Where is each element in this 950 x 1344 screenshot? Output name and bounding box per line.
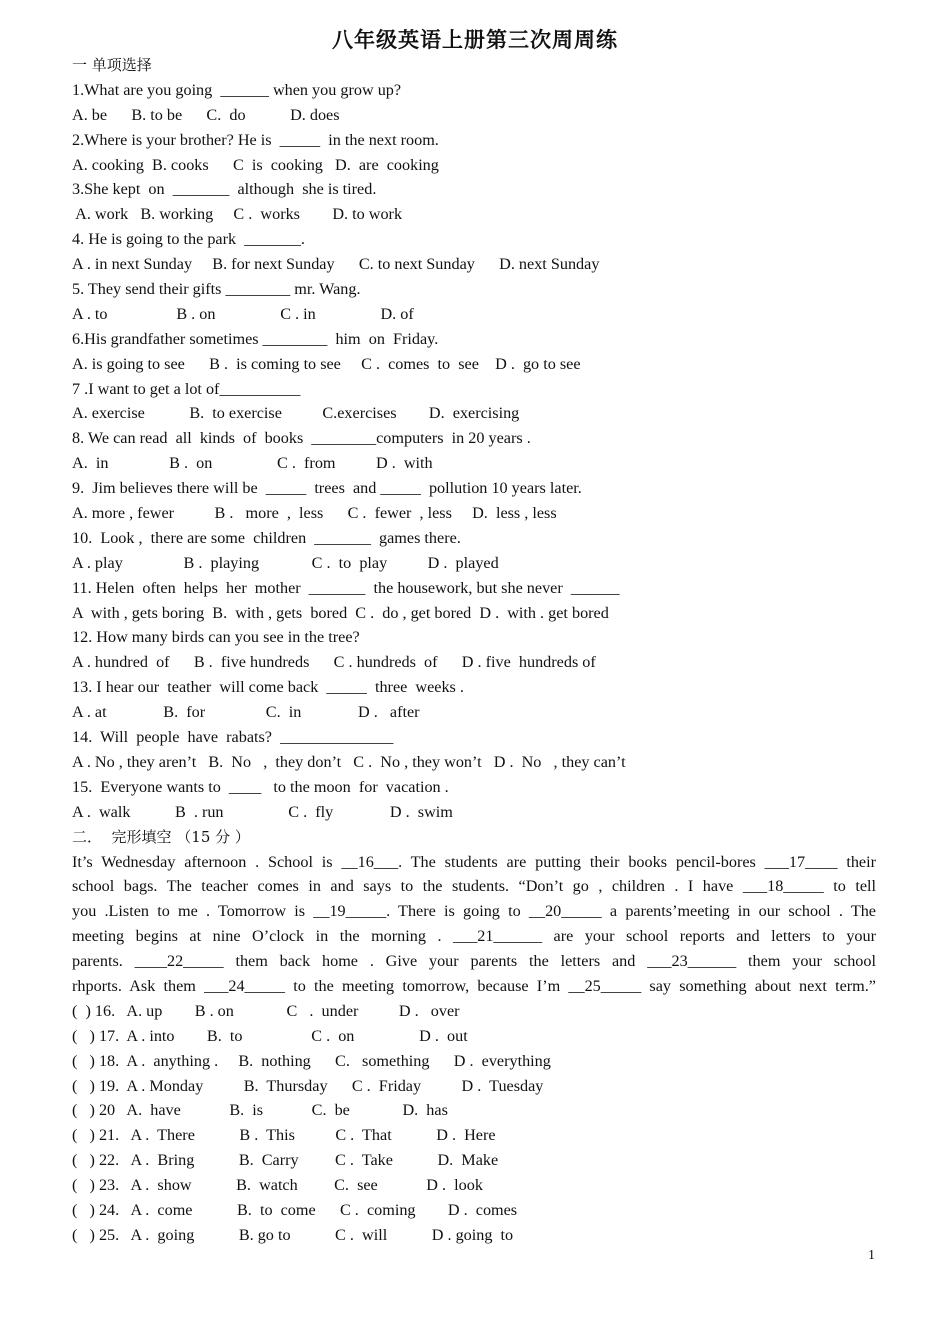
question-line: 2.Where is your brother? He is _____ in the next room. [72,130,439,149]
worksheet-body [72,53,876,1248]
passage-line: school bags. The teacher comes in and says to the students. “Don’t go , children . I have ___18_____ to tell [72,877,876,896]
question-line: 11. Helen often helps her mother _______ the housework, but she never ______ [72,578,620,597]
section-2-heading: 二． 完形填空 （15 分 ） [72,827,250,846]
cloze-option-line: ( ) 23. A . show B. watch C. see D . look [72,1176,483,1195]
options-line: A. work B. working C . works D. to work [72,205,403,224]
cloze-option-line: ( ) 17. A . into B. to C . on D . out [72,1026,468,1045]
passage-line: It’s Wednesday afternoon . School is __16___. The students are putting their books pencil-bores ___17____ their [72,852,876,871]
question-line: 5. They send their gifts ________ mr. Wang. [72,280,361,299]
passage-line: parents. ____22_____ them back home . Give your parents the letters and ___23______ them your school [72,952,876,971]
options-line: A. cooking B. cooks C is cooking D. are cooking [72,155,439,174]
options-line: A. is going to see B . is coming to see C . comes to see D . go to see [72,354,581,373]
passage-line: rhports. Ask them ___24_____ to the meeting tomorrow, because I’m __25_____ say something about next term.” [72,976,876,995]
cloze-options [72,999,876,1248]
options-line: A with , gets boring B. with , gets bored C . do , get bored D . with . get bored [72,603,609,622]
options-line: A. more , fewer B . more , less C . fewer , less D. less , less [72,504,557,523]
options-line: A . to B . on C . in D. of [72,304,414,323]
question-line: 12. How many birds can you see in the tree? [72,628,360,647]
cloze-option-line: ( ) 22. A . Bring B. Carry C . Take D. Make [72,1151,499,1170]
section-1-heading: 一 单项选择 [72,56,152,74]
question-line: 1.What are you going ______ when you grow up? [72,80,402,99]
options-line: A. in B . on C . from D . with [72,454,433,473]
options-line: A . play B . playing C . to play D . played [72,553,499,572]
passage-line: meeting begins at nine O’clock in the morning . ___21______ are your school reports and letters to your [72,927,876,946]
cloze-option-line: ( ) 25. A . going B. go to C . will D . going to [72,1225,514,1244]
cloze-option-line: ( ) 18. A . anything . B. nothing C. something D . everything [72,1051,551,1070]
passage-line: you .Listen to me . Tomorrow is __19_____. There is going to __20_____ a parents’meeting in our school . The [72,902,876,921]
cloze-passage [72,850,876,999]
section-1-questions [72,78,876,825]
question-line: 8. We can read all kinds of books ________computers in 20 years . [72,429,531,448]
options-line: A . walk B . run C . fly D . swim [72,802,453,821]
options-line: A. exercise B. to exercise C.exercises D. exercising [72,404,520,423]
question-line: 10. Look , there are some children _______ games there. [72,528,461,547]
cloze-option-line: ( ) 21. A . There B . This C . That D . Here [72,1126,496,1145]
options-line: A . at B. for C. in D . after [72,703,420,722]
cloze-option-line: ( ) 20 A. have B. is C. be D. has [72,1101,448,1120]
question-line: 9. Jim believes there will be _____ trees and _____ pollution 10 years later. [72,479,582,498]
question-line: 15. Everyone wants to ____ to the moon for vacation . [72,777,449,796]
question-line: 6.His grandfather sometimes ________ him on Friday. [72,329,439,348]
question-line: 7 .I want to get a lot of__________ [72,379,301,398]
cloze-option-line: ( ) 24. A . come B. to come C . coming D . comes [72,1200,518,1219]
options-line: A . in next Sunday B. for next Sunday C. to next Sunday D. next Sunday [72,255,600,274]
page-number: 1 [868,1248,875,1263]
question-line: 13. I hear our teather will come back _____ three weeks . [72,678,464,697]
question-line: 3.She kept on _______ although she is tired. [72,180,377,199]
question-line: 4. He is going to the park _______. [72,230,305,249]
cloze-option-line: ( ) 16. A. up B . on C . under D . over [72,1001,460,1020]
options-line: A. be B. to be C. do D. does [72,105,340,124]
question-line: 14. Will people have rabats? ______________ [72,728,394,747]
page-title: 八年级英语上册第三次周周练 [332,28,618,52]
cloze-option-line: ( ) 19. A . Monday B. Thursday C . Friday D . Tuesday [72,1076,544,1095]
options-line: A . hundred of B . five hundreds C . hundreds of D . five hundreds of [72,653,596,672]
options-line: A . No , they aren’t B. No , they don’t C . No , they won’t D . No , they can’t [72,752,626,771]
